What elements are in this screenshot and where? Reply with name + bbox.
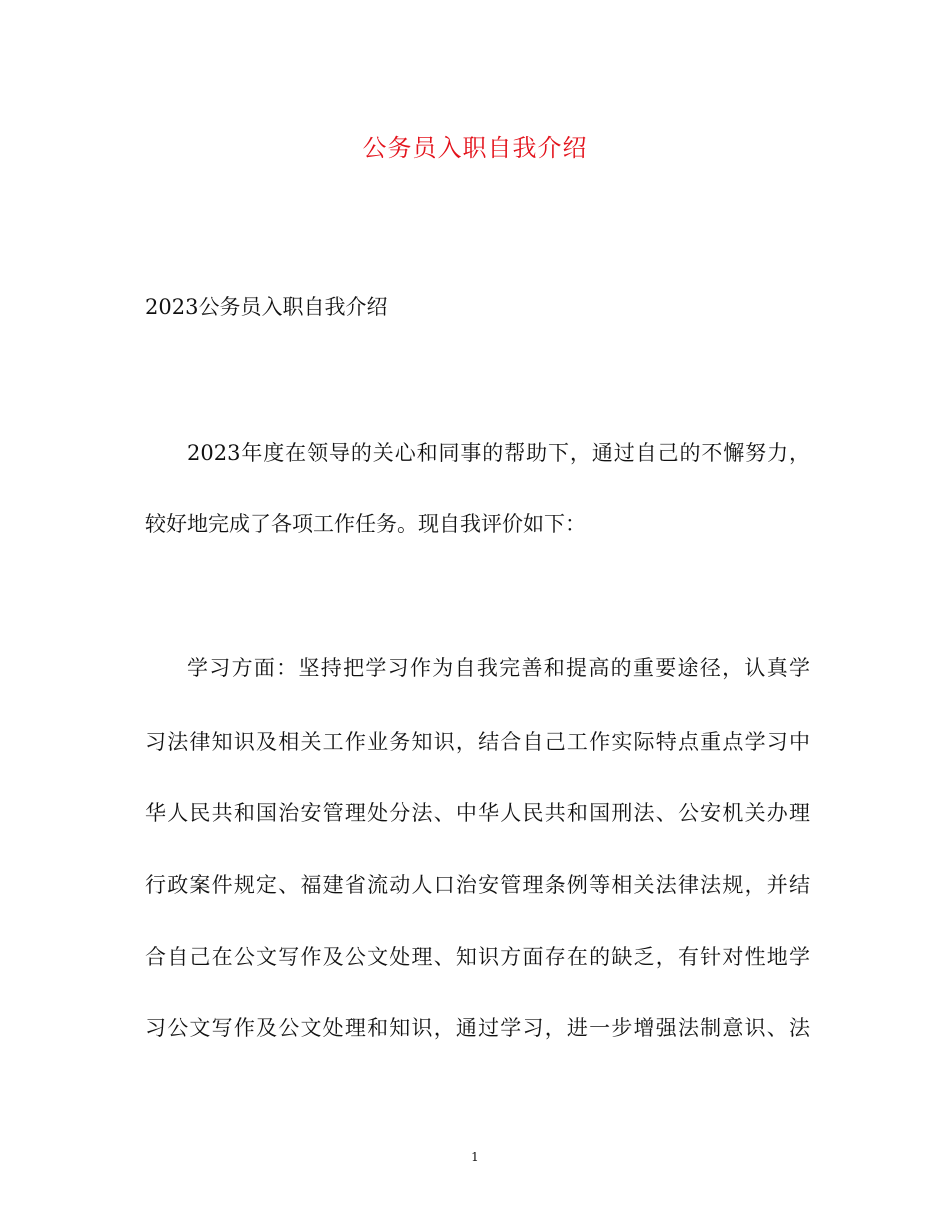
paragraph-2-line-3: 华人民共和国治安管理处分法、中华人民共和国刑法、公安机关办理 — [145, 801, 810, 825]
paragraph-2-line-1: 学习方面：坚持把学习作为自我完善和提高的重要途径，认真学 — [187, 656, 810, 680]
paragraph-1-line-2: 较好地完成了各项工作任务。现自我评价如下： — [145, 512, 586, 536]
paragraph-2-line-5: 合自己在公文写作及公文处理、知识方面存在的缺乏，有针对性地学 — [145, 945, 810, 969]
paragraph-2-line-2: 习法律知识及相关工作业务知识，结合自己工作实际特点重点学习中 — [145, 730, 810, 754]
paragraph-2-line-6: 习公文写作及公文处理和知识，通过学习，进一步增强法制意识、法 — [145, 1016, 810, 1040]
paragraph-1-line-1: 2023年度在领导的关心和同事的帮助下，通过自己的不懈努力， — [187, 441, 810, 465]
document-subtitle: 2023公务员入职自我介绍 — [145, 295, 388, 319]
document-title: 公务员入职自我介绍 — [362, 134, 588, 162]
paragraph-2-line-4: 行政案件规定、福建省流动人口治安管理条例等相关法律法规，并结 — [145, 873, 810, 897]
page-number: 1 — [471, 1150, 479, 1164]
